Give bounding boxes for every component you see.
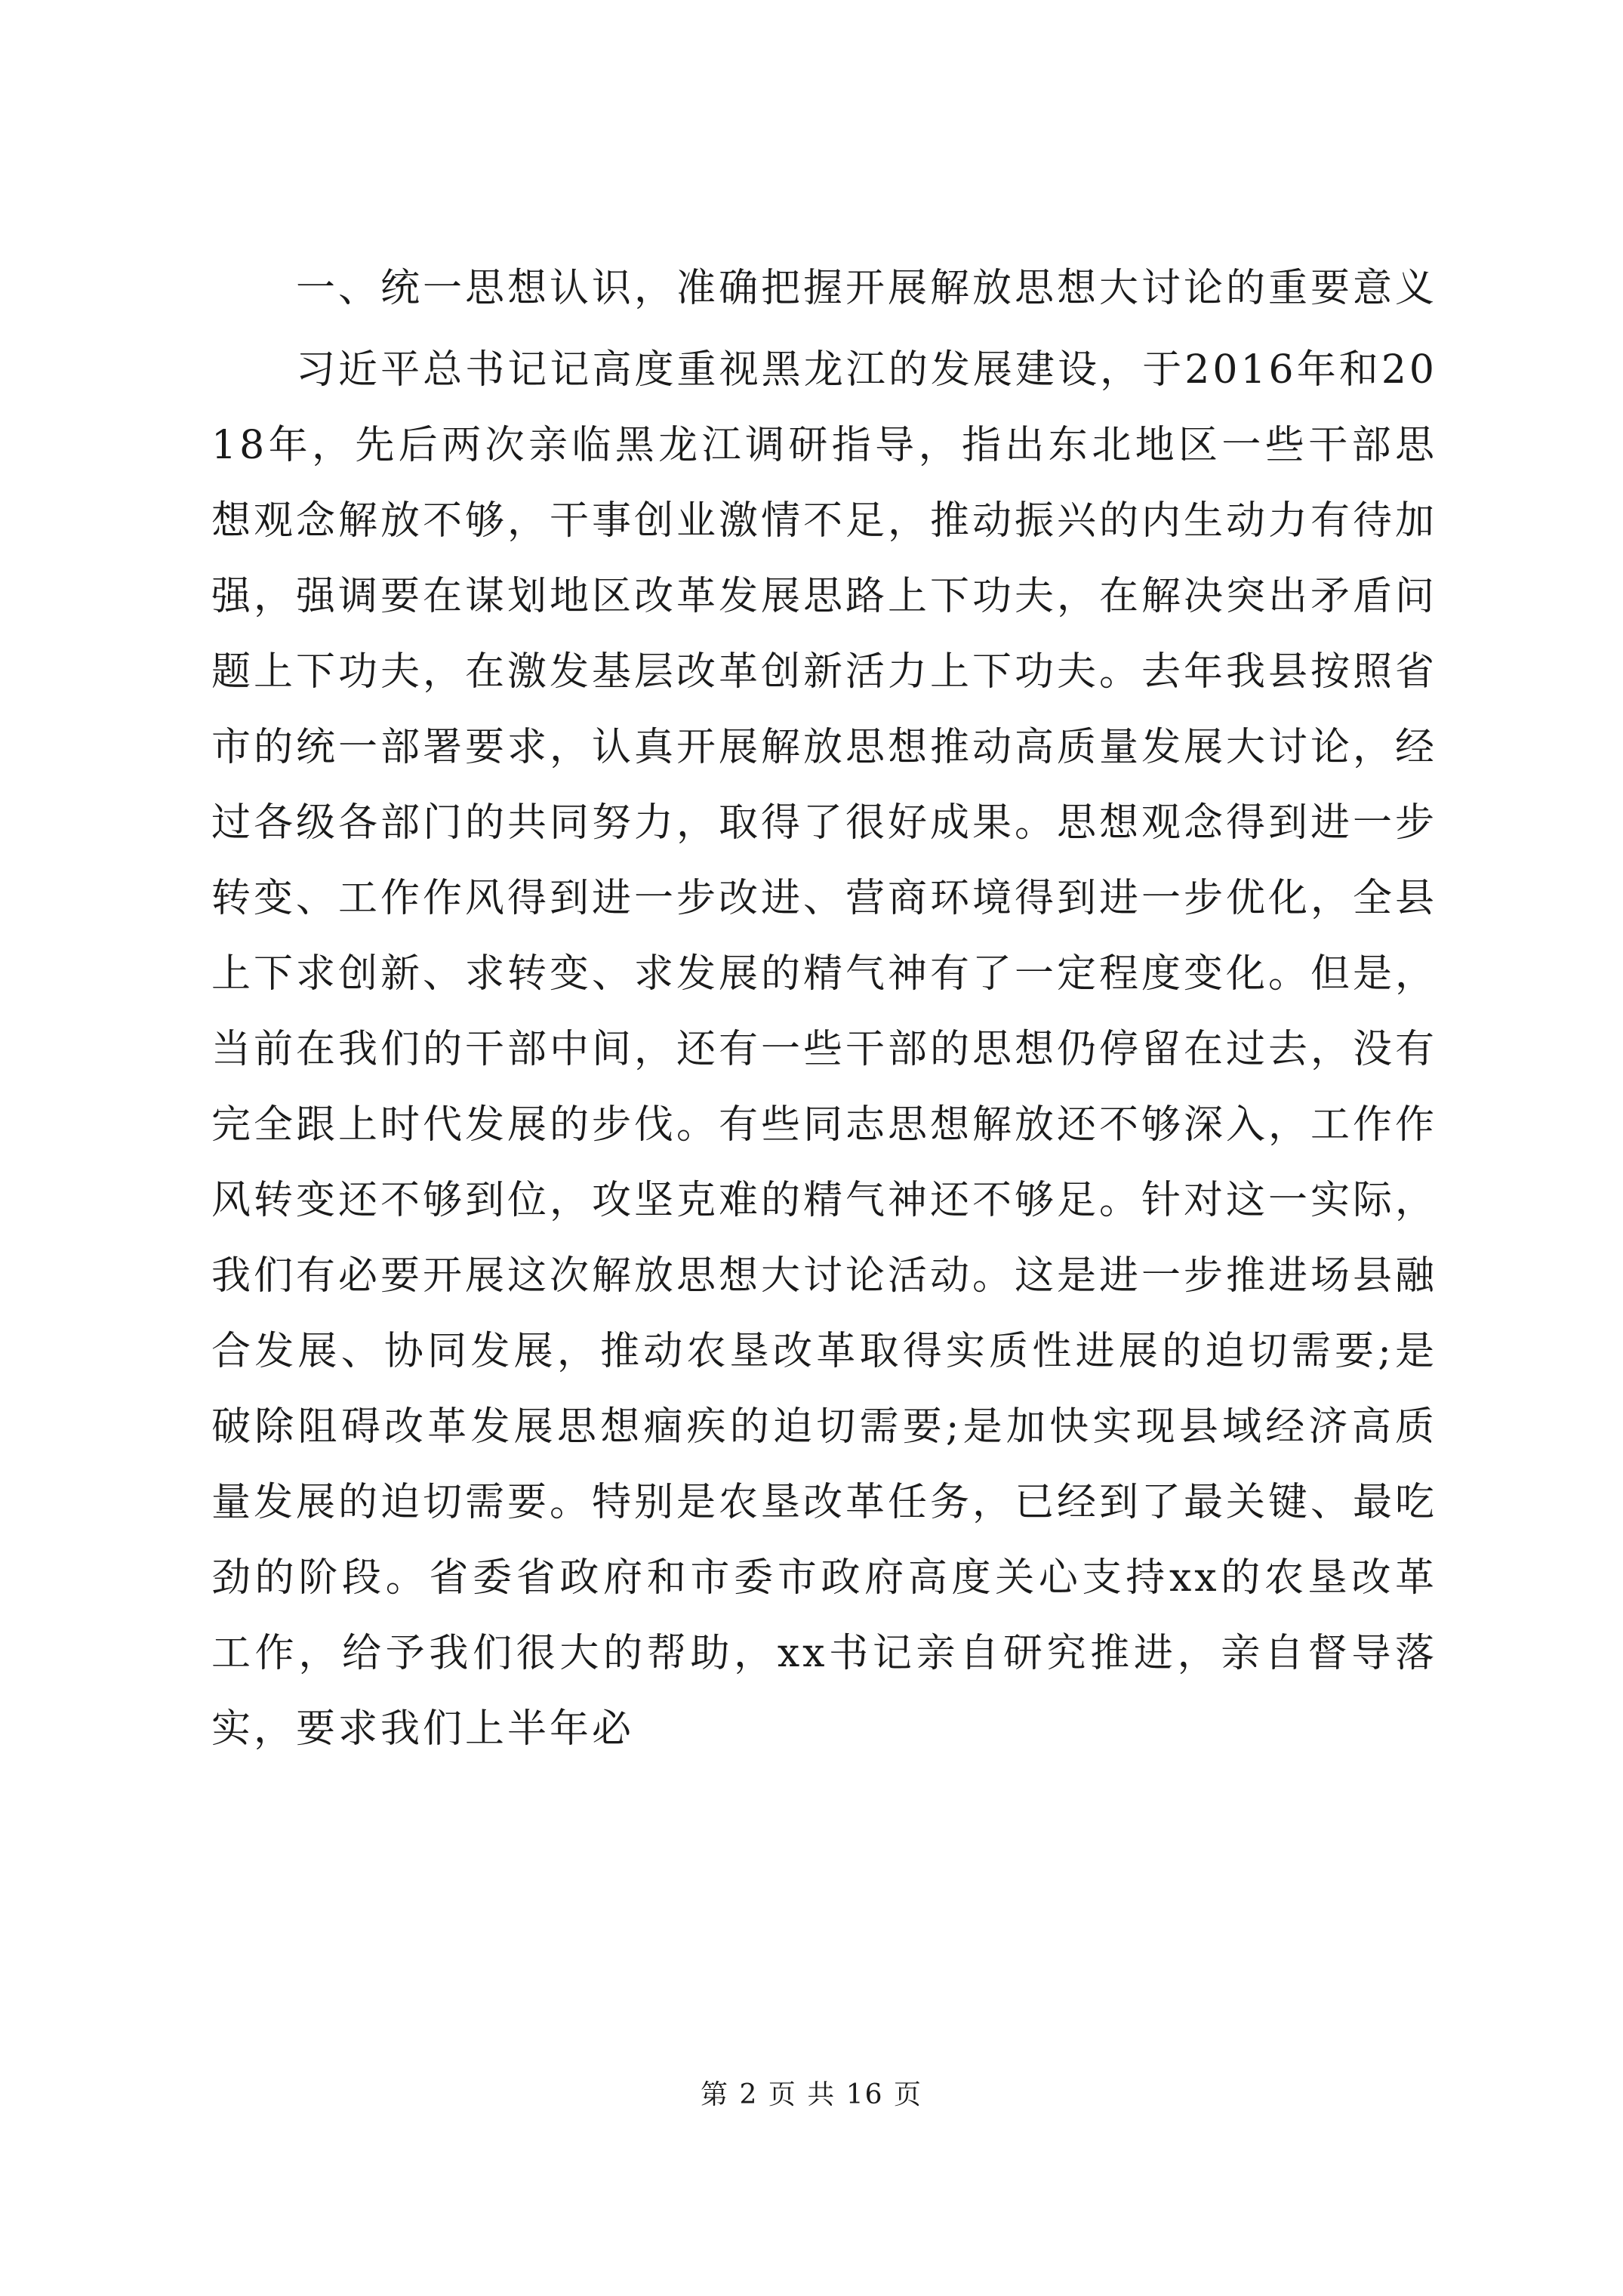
- page-number-footer: 第 2 页 共 16 页: [701, 2079, 922, 2110]
- document-body: [211, 251, 1437, 1767]
- body-paragraph: 习近平总书记记高度重视黑龙江的发展建设，于2016年和2018年，先后两次亲临黑龙江调研指导，指出东北地区一些干部思想观念解放不够，干事创业激情不足，推动振兴的内生动力有待加强，强调要在谋划地区改革发展思路上下功夫，在解决突出矛盾问题上下功夫，在激发基层改革创新活力上下功夫。去年我县按照省市的统一部署要求，认真开展解放思想推动高质量发展大讨论，经过各级各部门的共同努力，取得了很好成果。思想观念得到进一步转变、工作作风得到进一步改进、营商环境得到进一步优化，全县上下求创新、求转变、求发展的精气神有了一定程度变化。但是，当前在我们的干部中间，还有一些干部的思想仍停留在过去，没有完全跟上时代发展的步伐。有些同志思想解放还不够深入，工作作风转变还不够到位，攻坚克难的精气神还不够足。针对这一实际，我们有必要开展这次解放思想大讨论活动。这是进一步推进场县融合发展、协同发展，推动农垦改革取得实质性进展的迫切需要;是破除阻碍改革发展思想痼疾的迫切需要;是加快实现县域经济高质量发展的迫切需要。特别是农垦改革任务，已经到了最关键、最吃劲的阶段。省委省政府和市委市政府高度关心支持xx的农垦改革工作，给予我们很大的帮助，xx书记亲自研究推进，亲自督导落实，要求我们上半年必: [211, 347, 1438, 1752]
- section-heading: 一、统一思想认识，准确把握开展解放思想大讨论的重要意义: [296, 266, 1438, 311]
